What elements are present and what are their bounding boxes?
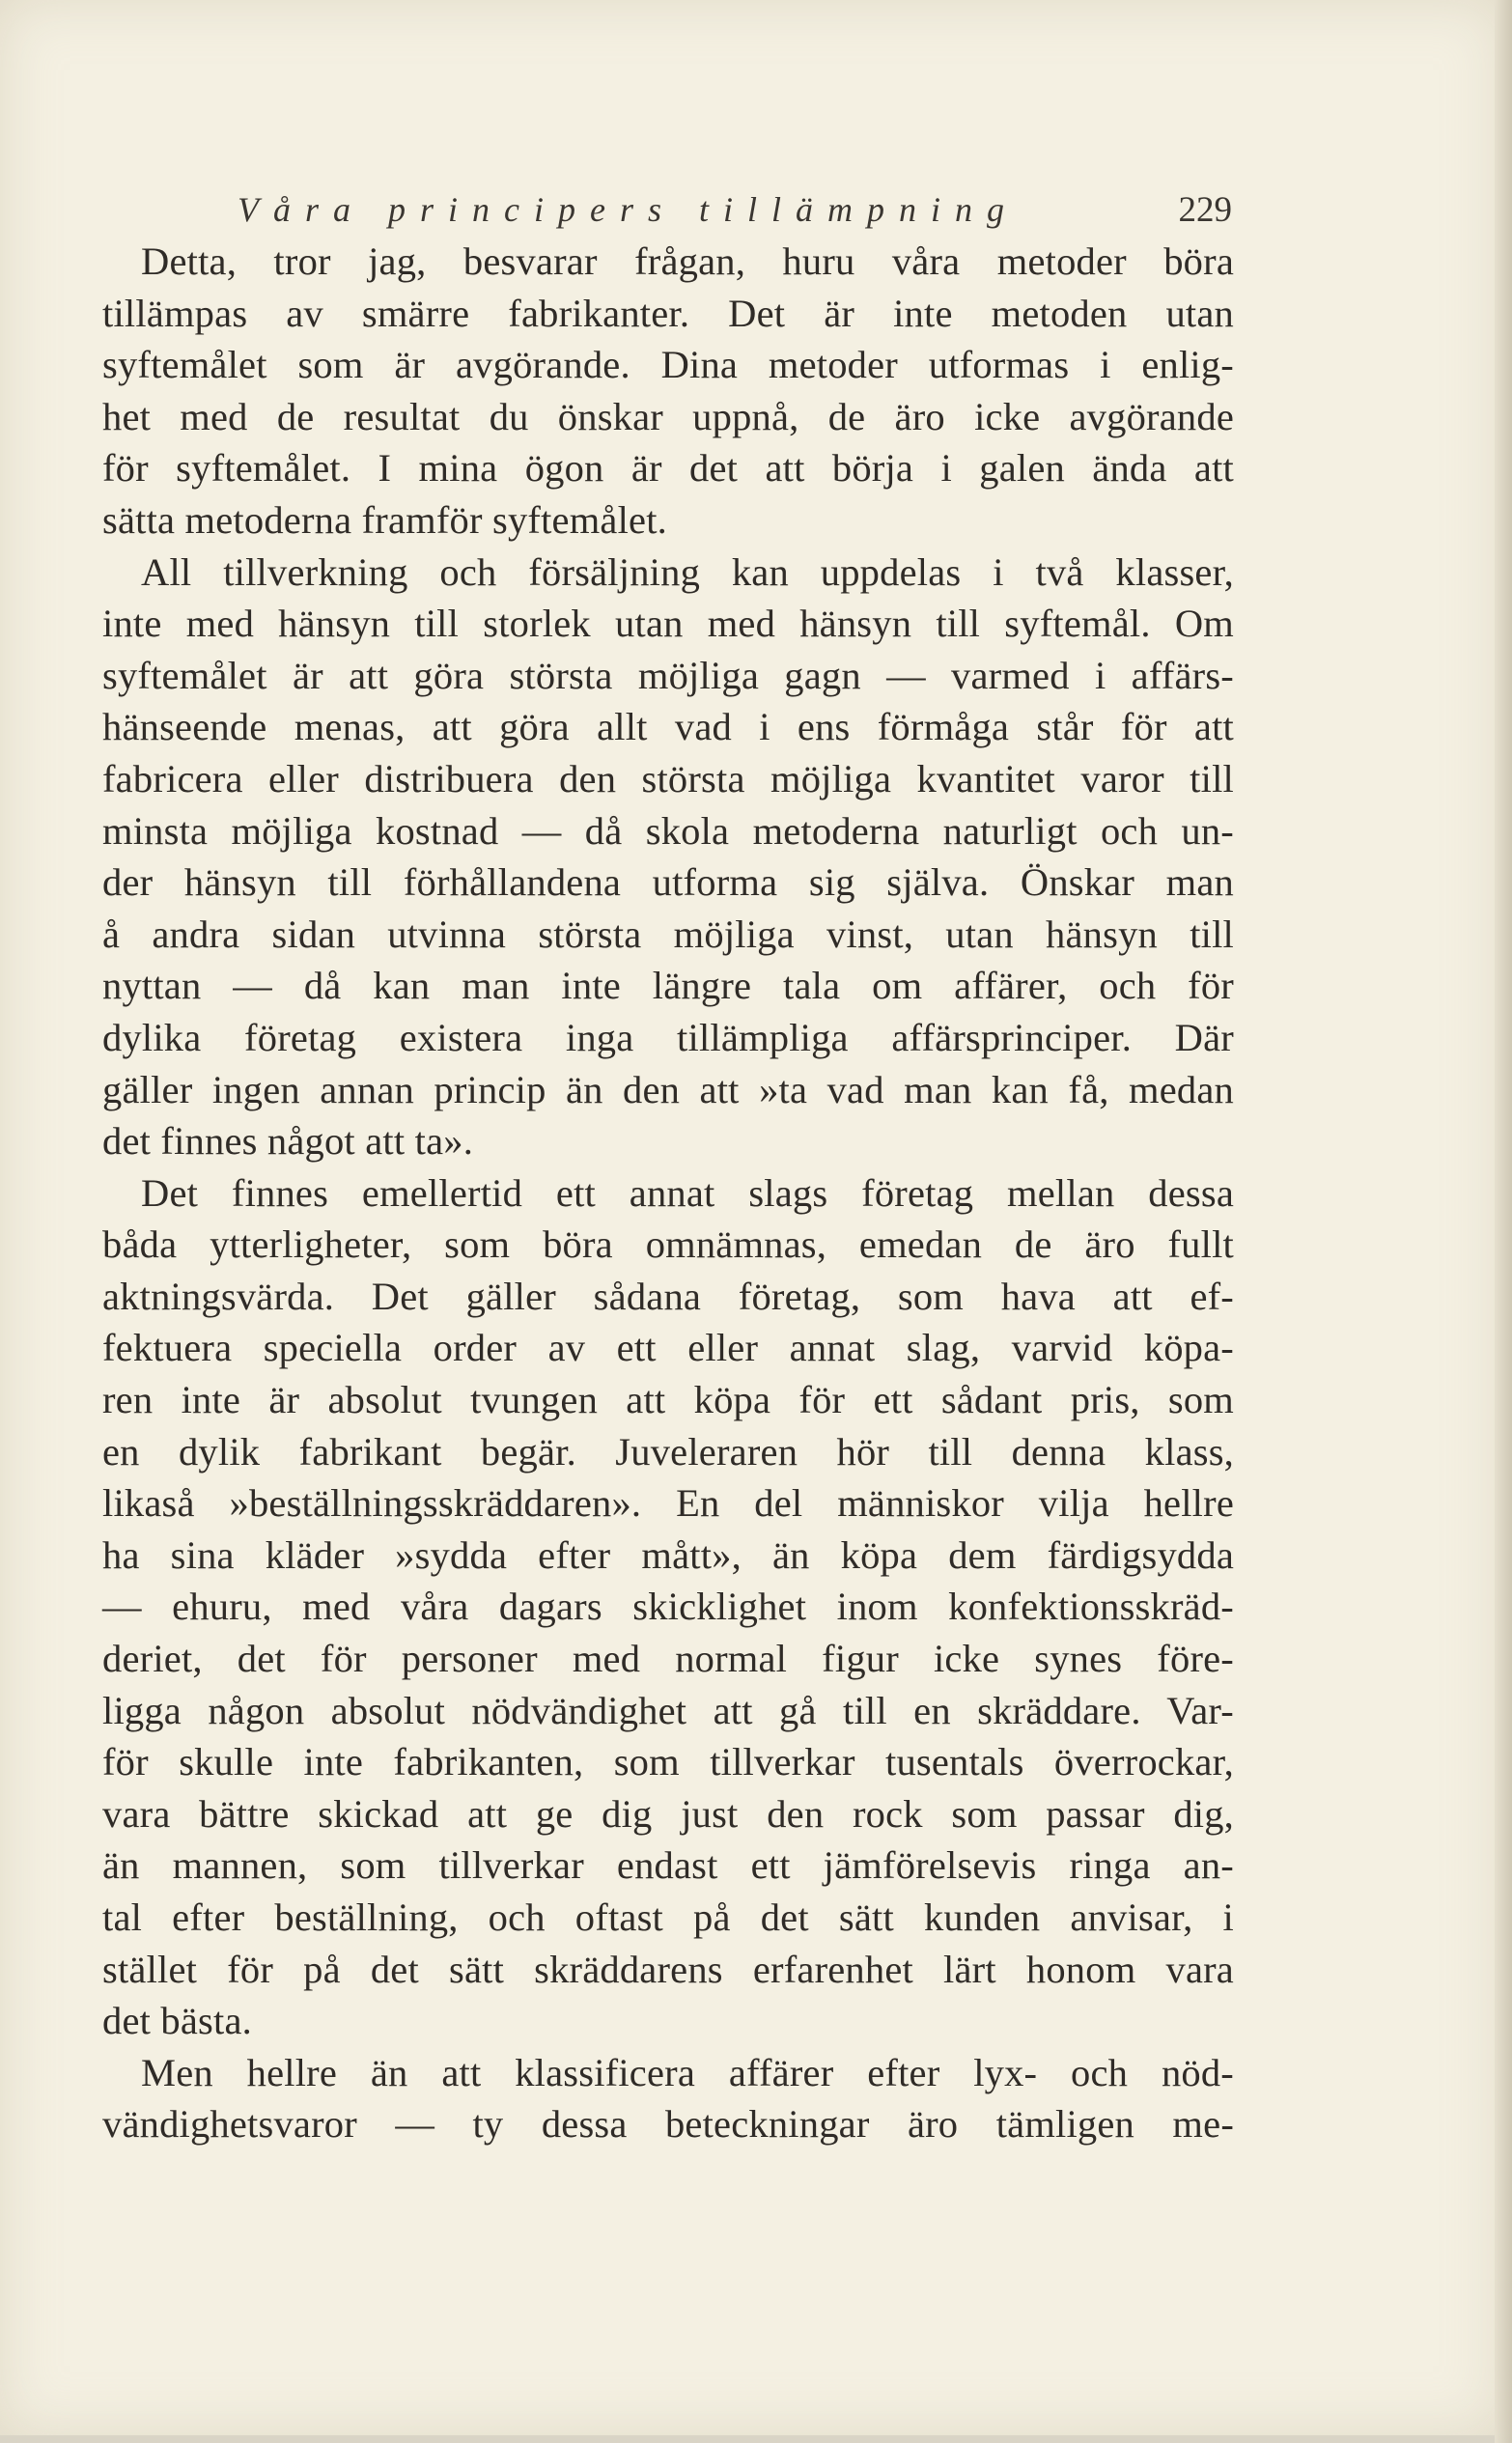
text-line: All tillverkning och försäljning kan uppdelas i två klasser, (141, 549, 1234, 594)
text-line: syftemålet är att göra största möjliga gagn — varmed i affärs- (102, 653, 1234, 697)
text-line: det bästa. (102, 1999, 252, 2043)
text-line: hänseende menas, att göra allt vad i ens förmåga står för att (102, 705, 1234, 749)
text-line: Det finnes emellertid ett annat slags företag mellan dessa (141, 1170, 1234, 1215)
text-line: vara bättre skickad att ge dig just den rock som passar dig, (102, 1791, 1234, 1836)
text-line: det finnes något att ta». (102, 1119, 474, 1164)
text-line: dylika företag existera inga tillämpliga affärsprinciper. Där (102, 1015, 1234, 1059)
text-line: deriet, det för personer med normal figur icke synes före- (102, 1637, 1234, 1681)
text-line: för syftemålet. I mina ögon är det att börja i galen ända att (102, 446, 1234, 491)
text-line: nyttan — då kan man inte längre tala om affärer, och för (102, 964, 1234, 1008)
text-line: inte med hänsyn till storlek utan med hänsyn till syftemål. Om (102, 602, 1234, 646)
page-number: 229 (1178, 190, 1232, 230)
text-line: — ehuru, med våra dagars skicklighet inom konfektionsskräd- (102, 1585, 1234, 1629)
text-line: å andra sidan utvinna största möjliga vinst, utan hänsyn till (102, 912, 1234, 956)
text-line: ren inte är absolut tvungen att köpa för ett sådant pris, som (102, 1378, 1234, 1422)
text-line: än mannen, som tillverkar endast ett jämförelsevis ringa an- (102, 1843, 1234, 1888)
text-line: för skulle inte fabrikanten, som tillverkar tusentals överrockar, (102, 1740, 1234, 1784)
text-line: båda ytterligheter, som böra omnämnas, emedan de äro fullt (102, 1222, 1234, 1267)
body-text (102, 236, 1234, 2150)
running-head (102, 176, 1232, 234)
text-line: gäller ingen annan princip än den att »ta vad man kan få, medan (102, 1067, 1234, 1111)
text-line: stället för på det sätt skräddarens erfarenhet lärt honom vara (102, 1947, 1234, 1991)
text-line: tillämpas av smärre fabrikanter. Det är inte metoden utan (102, 291, 1234, 335)
page-edge (1495, 0, 1512, 2443)
text-line: fektuera speciella order av ett eller annat slag, varvid köpa- (102, 1326, 1234, 1370)
text-line: Detta, tror jag, besvarar frågan, huru våra metoder böra (141, 239, 1234, 283)
text-line: het med de resultat du önskar uppnå, de äro icke avgörande (102, 394, 1234, 438)
text-line: vändighetsvaror — ty dessa beteckningar äro tämligen me- (102, 2102, 1234, 2147)
text-line: likaså »beställningsskräddaren». En del människor vilja hellre (102, 1481, 1234, 1526)
text-line: syftemålet som är avgörande. Dina metoder utformas i enlig- (102, 343, 1234, 387)
text-line: fabricera eller distribuera den största möjliga kvantitet varor till (102, 756, 1234, 800)
text-line: ligga någon absolut nödvändighet att gå till en skräddare. Var- (102, 1688, 1234, 1732)
text-line: sätta metoderna framför syftemålet. (102, 497, 667, 542)
text-line: en dylik fabrikant begär. Juveleraren hör till denna klass, (102, 1429, 1234, 1474)
text-line: tal efter beställning, och oftast på det sätt kunden anvisar, i (102, 1895, 1234, 1939)
text-line: aktningsvärda. Det gäller sådana företag, som hava att ef- (102, 1274, 1234, 1318)
running-title: Våra principers tillämpning (238, 190, 1019, 229)
text-line: ha sina kläder »sydda efter mått», än köpa dem färdigsydda (102, 1532, 1234, 1577)
text-line: der hänsyn till förhållandena utforma sig själva. Önskar man (102, 860, 1234, 905)
text-line: Men hellre än att klassificera affärer efter lyx- och nöd- (141, 2050, 1234, 2094)
text-line: minsta möjliga kostnad — då skola metoderna naturligt och un- (102, 808, 1234, 853)
